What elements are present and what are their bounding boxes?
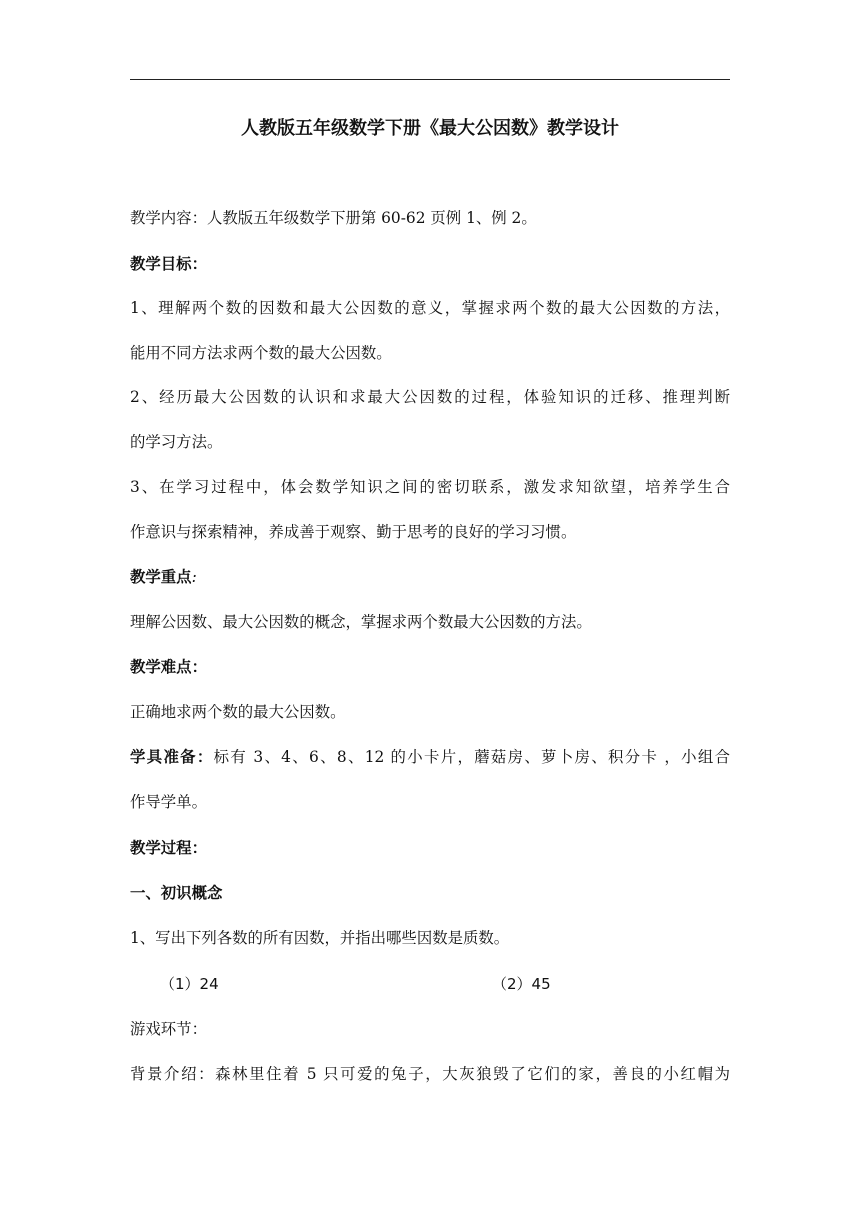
goal-1-line-2: 能用不同方法求两个数的最大公因数。 [130, 344, 392, 362]
materials-label: 学具准备： [130, 748, 214, 766]
goal-1-line-1: 1、理解两个数的因数和最大公因数的意义，掌握求两个数的最大公因数的方法， [130, 299, 730, 317]
goal-3-line-1: 3、在学习过程中，体会数学知识之间的密切联系，激发求知欲望，培养学生合 [130, 478, 730, 496]
task-1-item-1: （1）24 [160, 975, 219, 993]
goals-heading: 教学目标： [130, 255, 207, 273]
task-1-item-2: （2）45 [492, 975, 551, 993]
goal-2-line-2: 的学习方法。 [130, 433, 223, 451]
goal-3-line-2: 作意识与探索精神，养成善于观察、勤于思考的良好的学习习惯。 [130, 523, 577, 541]
materials-line-2: 作导学单。 [130, 793, 207, 811]
document-title: 人教版五年级数学下册《最大公因数》教学设计 [241, 118, 619, 139]
difficulty-text: 正确地求两个数的最大公因数。 [130, 703, 346, 721]
key-points-colon: : [191, 568, 197, 586]
goal-2-line-1: 2、经历最大公因数的认识和求最大公因数的过程，体验知识的迁移、推理判断 [130, 388, 730, 406]
background-intro-line: 背景介绍：森林里住着 5 只可爱的兔子，大灰狼毁了它们的家，善良的小红帽为 [130, 1065, 730, 1083]
section-1-heading: 一、初识概念 [130, 884, 223, 902]
difficulty-heading: 教学难点： [130, 658, 207, 676]
game-heading: 游戏环节： [130, 1020, 207, 1038]
key-points-heading-line [130, 565, 730, 589]
teaching-content-line: 教学内容：人教版五年级数学下册第 60-62 页例 1、例 2。 [130, 209, 537, 227]
key-points-heading: 教学重点 [130, 568, 192, 586]
materials-text: 标有 3、4、6、8、12 的小卡片，蘑菇房、萝卜房、积分卡 ，小组合 [213, 748, 730, 766]
process-heading: 教学过程： [130, 839, 207, 857]
header-rule [130, 79, 730, 80]
key-points-text: 理解公因数、最大公因数的概念，掌握求两个数最大公因数的方法。 [130, 613, 592, 631]
task-1: 1、写出下列各数的所有因数，并指出哪些因数是质数。 [130, 929, 510, 947]
materials-line-1 [130, 745, 730, 769]
